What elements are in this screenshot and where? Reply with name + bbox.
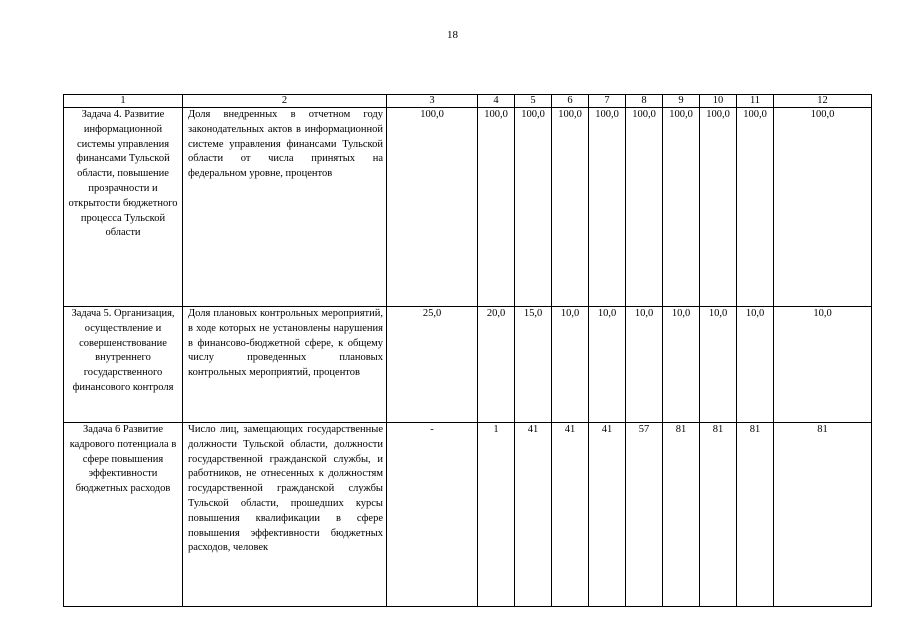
indicator-cell: Доля плановых контрольных мероприятий, в ходе которых не установлены нарушения в финансово-бюджетной сфере, к общему числу проведенных плановых контрольных мероприятий, процентов	[183, 307, 387, 423]
value-cell: 20,0	[478, 307, 515, 423]
table-row	[64, 423, 872, 607]
column-header: 5	[515, 95, 552, 108]
value-cell: 81	[737, 423, 774, 607]
value-cell: 57	[626, 423, 663, 607]
value-cell: 100,0	[626, 108, 663, 307]
value-cell: 100,0	[737, 108, 774, 307]
value-cell: 100,0	[774, 108, 872, 307]
value-cell: 100,0	[515, 108, 552, 307]
indicator-cell: Число лиц, замещающих государственные должности Тульской области, должности государственной гражданской службы, и работников, не отнесенных к должностям государственной гражданской службы Тульской области, прошедших курсы повышения квалификации в сфере повышения эффективности бюджетных расходов, человек	[183, 423, 387, 607]
column-header: 11	[737, 95, 774, 108]
column-header: 2	[183, 95, 387, 108]
table-row	[64, 307, 872, 423]
task-cell: Задача 6 Развитие кадрового потенциала в сфере повышения эффективности бюджетных расходов	[64, 423, 183, 607]
value-cell: 100,0	[589, 108, 626, 307]
column-header: 8	[626, 95, 663, 108]
column-header: 9	[663, 95, 700, 108]
indicators-table	[63, 94, 872, 607]
indicator-cell: Доля внедренных в отчетном году законодательных актов в информационной системе управления финансами Тульской области от числа принятых на федеральном уровне, процентов	[183, 108, 387, 307]
column-header: 7	[589, 95, 626, 108]
column-header: 1	[64, 95, 183, 108]
task-cell: Задача 4. Развитие информационной системы управления финансами Тульской области, повышение прозрачности и открытости бюджетного процесса Тульской области	[64, 108, 183, 307]
value-cell: 100,0	[663, 108, 700, 307]
value-cell: 25,0	[387, 307, 478, 423]
value-cell: -	[387, 423, 478, 607]
table-row	[64, 108, 872, 307]
value-cell: 10,0	[663, 307, 700, 423]
value-cell: 81	[663, 423, 700, 607]
column-header: 4	[478, 95, 515, 108]
value-cell: 10,0	[737, 307, 774, 423]
column-header: 10	[700, 95, 737, 108]
column-header: 12	[774, 95, 872, 108]
page-number: 18	[447, 29, 458, 41]
header-row	[64, 95, 872, 108]
value-cell: 10,0	[589, 307, 626, 423]
value-cell: 1	[478, 423, 515, 607]
value-cell: 10,0	[774, 307, 872, 423]
value-cell: 100,0	[387, 108, 478, 307]
value-cell: 81	[774, 423, 872, 607]
value-cell: 100,0	[552, 108, 589, 307]
value-cell: 10,0	[700, 307, 737, 423]
value-cell: 10,0	[552, 307, 589, 423]
column-header: 3	[387, 95, 478, 108]
task-cell: Задача 5. Организация, осуществление и совершенствование внутреннего государственного финансового контроля	[64, 307, 183, 423]
value-cell: 10,0	[626, 307, 663, 423]
value-cell: 81	[700, 423, 737, 607]
value-cell: 100,0	[700, 108, 737, 307]
value-cell: 100,0	[478, 108, 515, 307]
value-cell: 41	[515, 423, 552, 607]
column-header: 6	[552, 95, 589, 108]
value-cell: 15,0	[515, 307, 552, 423]
value-cell: 41	[552, 423, 589, 607]
value-cell: 41	[589, 423, 626, 607]
